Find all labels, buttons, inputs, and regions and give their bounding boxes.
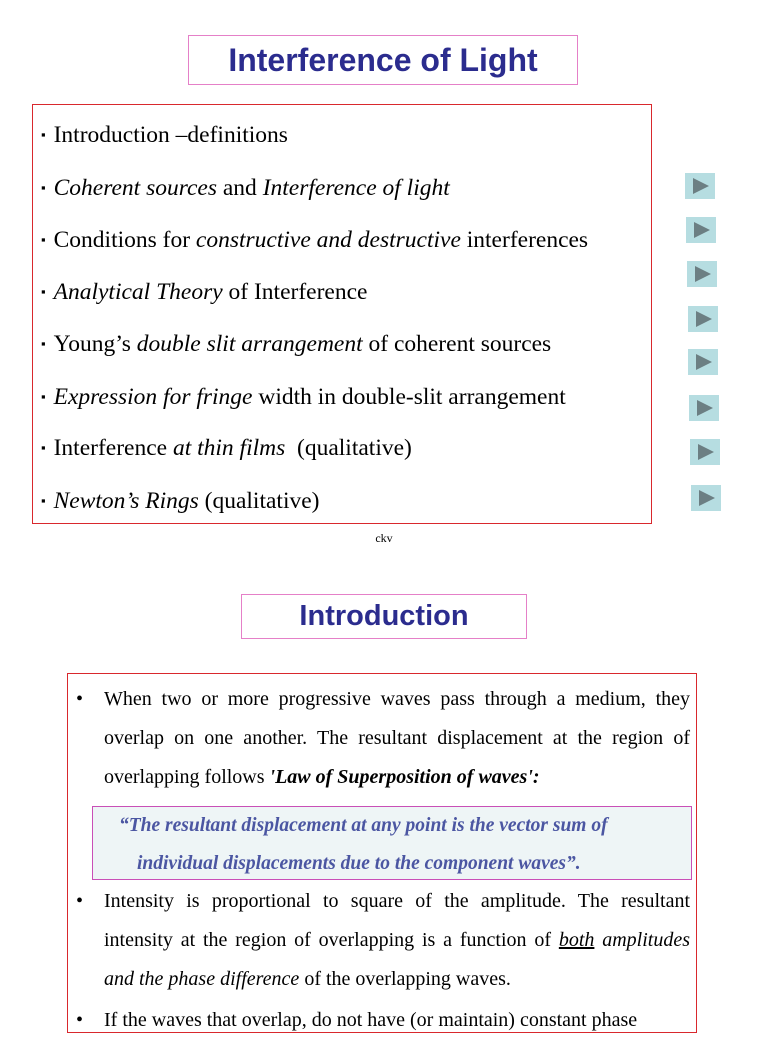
bullet-icon: ▪ — [41, 493, 46, 508]
toc-text: Young’s — [53, 331, 137, 357]
paragraph — [76, 1001, 690, 1040]
toc-text: width in double-slit arrangement — [252, 384, 566, 410]
toc-text: Interference of light — [262, 175, 450, 201]
toc-text: Analytical Theory — [53, 279, 223, 305]
paragraph — [76, 882, 691, 999]
bullet-icon: • — [76, 688, 84, 710]
toc-text: double slit arrangement — [136, 331, 363, 357]
toc-text: of Interference — [222, 279, 368, 305]
bullet-icon: ▪ — [41, 284, 46, 299]
paragraph-text: of the overlapping waves. — [299, 968, 511, 990]
law-name: 'Law of Superposition of waves': — [269, 766, 540, 788]
toc-text: and — [217, 175, 263, 201]
bullet-icon: ▪ — [41, 232, 46, 247]
toc-item[interactable] — [41, 433, 412, 463]
bullet-icon: ▪ — [41, 336, 46, 351]
toc-text: of coherent sources — [362, 331, 552, 357]
slide-title: Interference of Light — [188, 35, 578, 85]
quote-box — [92, 806, 692, 880]
toc-text: Interference — [53, 435, 173, 461]
toc-item[interactable] — [41, 277, 367, 307]
quote-line: “The resultant displacement at any point is the vector sum of — [119, 815, 608, 836]
contents-box — [32, 104, 652, 524]
footer-text: ckv — [375, 531, 393, 545]
toc-text: (qualitative) — [285, 435, 412, 461]
play-arrow-icon[interactable] — [688, 349, 718, 375]
toc-item[interactable] — [41, 382, 566, 412]
slide-title: Introduction — [241, 594, 527, 639]
play-arrow-icon[interactable] — [686, 217, 716, 243]
toc-item[interactable] — [41, 486, 319, 516]
toc-item[interactable] — [41, 225, 588, 255]
toc-item[interactable] — [41, 120, 288, 150]
play-arrow-icon[interactable] — [685, 173, 715, 199]
toc-text: (qualitative) — [198, 488, 320, 514]
play-arrow-icon[interactable] — [689, 395, 719, 421]
toc-text: constructive and destructive — [195, 227, 461, 253]
bullet-icon: ▪ — [41, 389, 46, 404]
paragraph-text: Intensity is proportional to square of the amplitude. The resultant intensity at the region of overlapping is a function of — [104, 890, 690, 951]
bullet-icon: • — [76, 890, 84, 912]
toc-text: at thin films — [172, 435, 286, 461]
toc-text: Expression for fringe — [53, 384, 253, 410]
play-arrow-icon[interactable] — [687, 261, 717, 287]
underlined-word: both — [558, 929, 595, 951]
play-arrow-icon[interactable] — [691, 485, 721, 511]
italic-text: amplitudes and the phase difference — [104, 929, 691, 990]
bullet-icon: ▪ — [41, 180, 46, 195]
toc-item[interactable] — [41, 329, 551, 359]
bullet-icon: ▪ — [41, 127, 46, 142]
toc-text: Conditions for — [53, 227, 196, 253]
toc-text: Newton’s Rings — [53, 488, 199, 514]
paragraph-text: When two or more progressive waves pass through a medium, they overlap on one another. The resultant displacement at the region of overlapping follows — [104, 688, 690, 788]
paragraph — [76, 680, 690, 797]
bullet-icon: • — [76, 1009, 84, 1031]
play-arrow-icon[interactable] — [688, 306, 718, 332]
toc-item[interactable] — [41, 173, 450, 203]
bullet-icon: ▪ — [41, 440, 46, 455]
paragraph-text: If the waves that overlap, do not have (or maintain) constant phase — [104, 1009, 638, 1031]
toc-text: interferences — [460, 227, 589, 253]
play-arrow-icon[interactable] — [690, 439, 720, 465]
quote-line: individual displacements due to the component waves”. — [137, 853, 581, 874]
intro-box — [67, 673, 697, 1033]
toc-text: Coherent sources — [53, 175, 217, 201]
toc-text: Introduction –definitions — [53, 122, 288, 148]
